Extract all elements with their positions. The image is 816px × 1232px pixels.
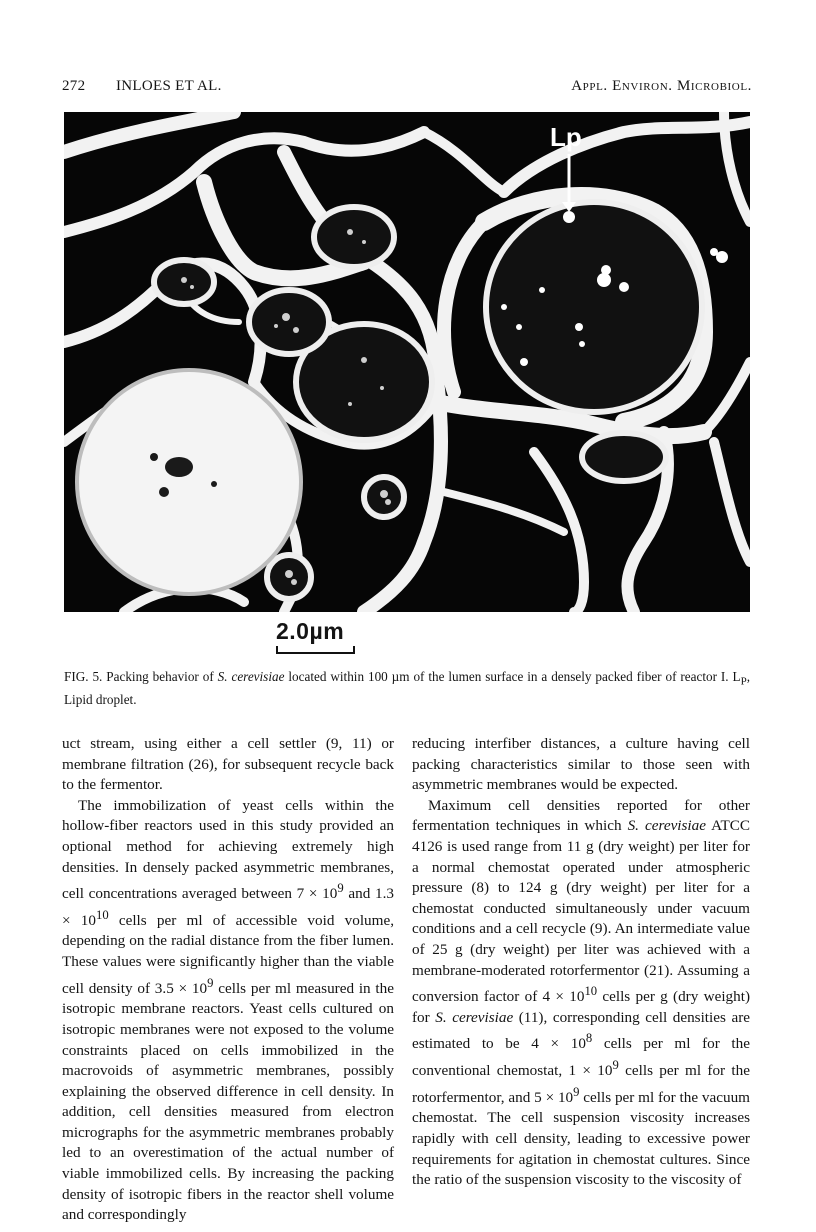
scale-bar-label: 2.0µm (276, 618, 345, 644)
figure-caption: FIG. 5. Packing behavior of S. cerevisiae located within 100 µm of the lumen surface in a densely packed fiber of reactor I. $L_P$, Lipid droplet. (64, 669, 750, 707)
paragraph: reducing interfiber distances, a culture having cell packing characteristics similar to those seen with asymmetric membranes would be expected. (412, 735, 750, 794)
page-number: 272 (62, 78, 86, 94)
body-column-right (412, 734, 750, 1191)
paragraph: uct stream, using either a cell settler (9, 11) or membrane filtration (26), for subsequent recycle back to the fermentor. (62, 735, 394, 794)
caption-species: S. cerevisiae (217, 669, 285, 684)
paragraph: Maximum cell densities reported for other fermentation techniques in which S. cerevisiae ATCC 4126 is used range from 11 g (dry weight) per liter for a normal chemostat operated under atmospheric pressure (8) to 124 g (dry weight) per liter for a chemostat conducted simultaneously under vacuum conditions and a cell recycle (9). An intermediate value of 25 g (dry weight) per liter was achieved with a membrane-moderated rotorfermentor (21). Assuming a conversion factor of $4 \times 10^{10}$ cells per g (dry weight) for S. cerevisiae (11), corresponding cell densities are estimated to be $4 \times 10^8$ cells per ml for the conventional chemostat, $1 \times 10^9$ cells per ml for the rotorfermentor, and $5 \times 10^9$ cells per ml for the vacuum chemostat. The cell suspension viscosity increases rapidly with cell density, leading to excessive power requirements for agitation in chemostat cultures. Since the ratio of the suspension viscosity to the viscosity of (412, 796, 751, 1189)
paragraph: The immobilization of yeast cells within the hollow-fiber reactors used in this study provided an optional method for achieving extremely high densities. In densely packed asymmetric membranes, cell concentrations averaged between $7 \times 10^9$ and $1.3 \times 10^{10}$ cells per ml of accessible void volume, depending on the radial distance from the fiber lumen. These values were significantly higher than the viable cell density of $3.5 \times 10^9$ cells per ml measured in the isotropic membrane reactors. Yeast cells cultured on isotropic membranes were not exposed to the volume constraints placed on cells immobilized in the macrovoids of asymmetric membranes, possibly explaining the observed difference in cell density. In addition, cell densities measured from electron micrographs for the asymmetric membranes probably led to an overestimation of the actual number of viable immobilized cells. By increasing the packing density of isotropic fibers in the reactor shell volume and correspondingly (62, 796, 394, 1224)
journal-name: Appl. Environ. Microbiol. (571, 78, 752, 94)
caption-figure-label: FIG. 5. (64, 669, 103, 684)
scale-bar (266, 618, 366, 658)
running-header (62, 78, 752, 100)
electron-micrograph (64, 112, 750, 612)
running-authors: INLOES ET AL. (116, 78, 222, 94)
micrograph-image (64, 112, 750, 612)
scale-bar-line (276, 652, 355, 654)
lipid-droplet-label: Lp (550, 122, 582, 152)
body-column-left (62, 734, 394, 1226)
